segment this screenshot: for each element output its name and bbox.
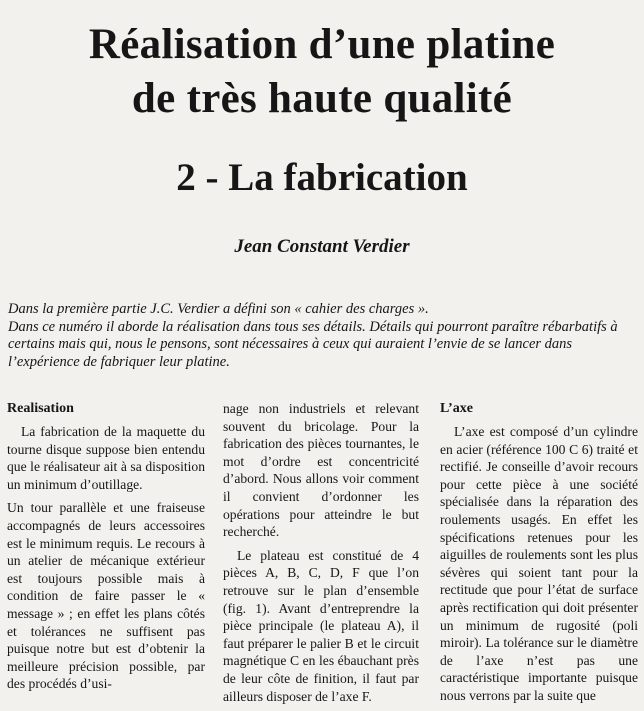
section-heading-axe: L’axe <box>440 401 473 416</box>
title-line-1: Réalisation d’une platine <box>88 21 556 68</box>
column-3 <box>440 400 638 711</box>
paragraph: La fabrication de la maquette du tourne disque suppose bien entendu que le réalisateur ait à sa disposition un minimum d’outillage. <box>7 424 205 492</box>
article-title <box>0 18 644 126</box>
title-line-2: de très haute qualité <box>131 75 513 122</box>
column-1 <box>7 400 205 699</box>
paragraph: nage non industriels et relevant souvent du bricolage. Pour la fabrication des pièces tournantes, le mot d’ordre est concentricité d’abord. Nous allons voir comment il convient d’ordonner les opérations pour atteindre le but recherché. <box>223 401 419 540</box>
author-byline: Jean Constant Verdier <box>234 236 410 257</box>
intro-line-2: Dans ce numéro il aborde la réalisation dans tous ses détails. Détails qui pourront paraître rébarbatifs à certains mais qui, nous le pensons, sont nécessaires à ceux qui auraient l’envie de se lancer dans l’expérience de fabriquer leur platine. <box>8 318 618 370</box>
section-heading-realisation: Realisation <box>7 401 74 416</box>
intro-line-1: Dans la première partie J.C. Verdier a défini son « cahier des charges ». <box>8 301 429 317</box>
paragraph: Un tour parallèle et une fraiseuse accompagnés de leurs accessoires est le minimum requis. Le recours à un atelier de mécanique extérieur est toujours possible mais à condition de faire passer le « message » ; en effet les plans côtés et tolérances ne suffisent pas puisque notre but est d’obtenir la meilleure précision possible, par des procédés d’usi- <box>7 500 205 692</box>
intro-standfirst <box>8 301 638 371</box>
paragraph: L’axe est composé d’un cylindre en acier (référence 100 C 6) traité et rectifié. Je conseille d’avoir recours pour cette pièce à une société spécialisée dans la réparation des roulements usagés. En effet les spécifications retenues pour les aiguilles de roulements sont les plus sévères qui soient tant pour la rectitude que pour l’état de surface après rectification qui doit présenter un minimum de rugosité (poli miroir). La tolérance sur le diamètre de l’axe n’est pas une caractéristique importante puisque nous verrons par la suite que <box>440 424 638 703</box>
column-2 <box>223 400 419 711</box>
article-subtitle: 2 - La fabrication <box>176 156 468 199</box>
paragraph: Le plateau est constitué de 4 pièces A, B, C, D, F que l’on retrouve sur le plan d’ensemble (fig. 1). Avant d’entreprendre la pièce principale (le plateau A), il faut préparer le palier B et le circuit magnétique C en les ébauchant près de leur côte de finition, il faut par ailleurs disposer de l’axe F. <box>223 547 419 704</box>
